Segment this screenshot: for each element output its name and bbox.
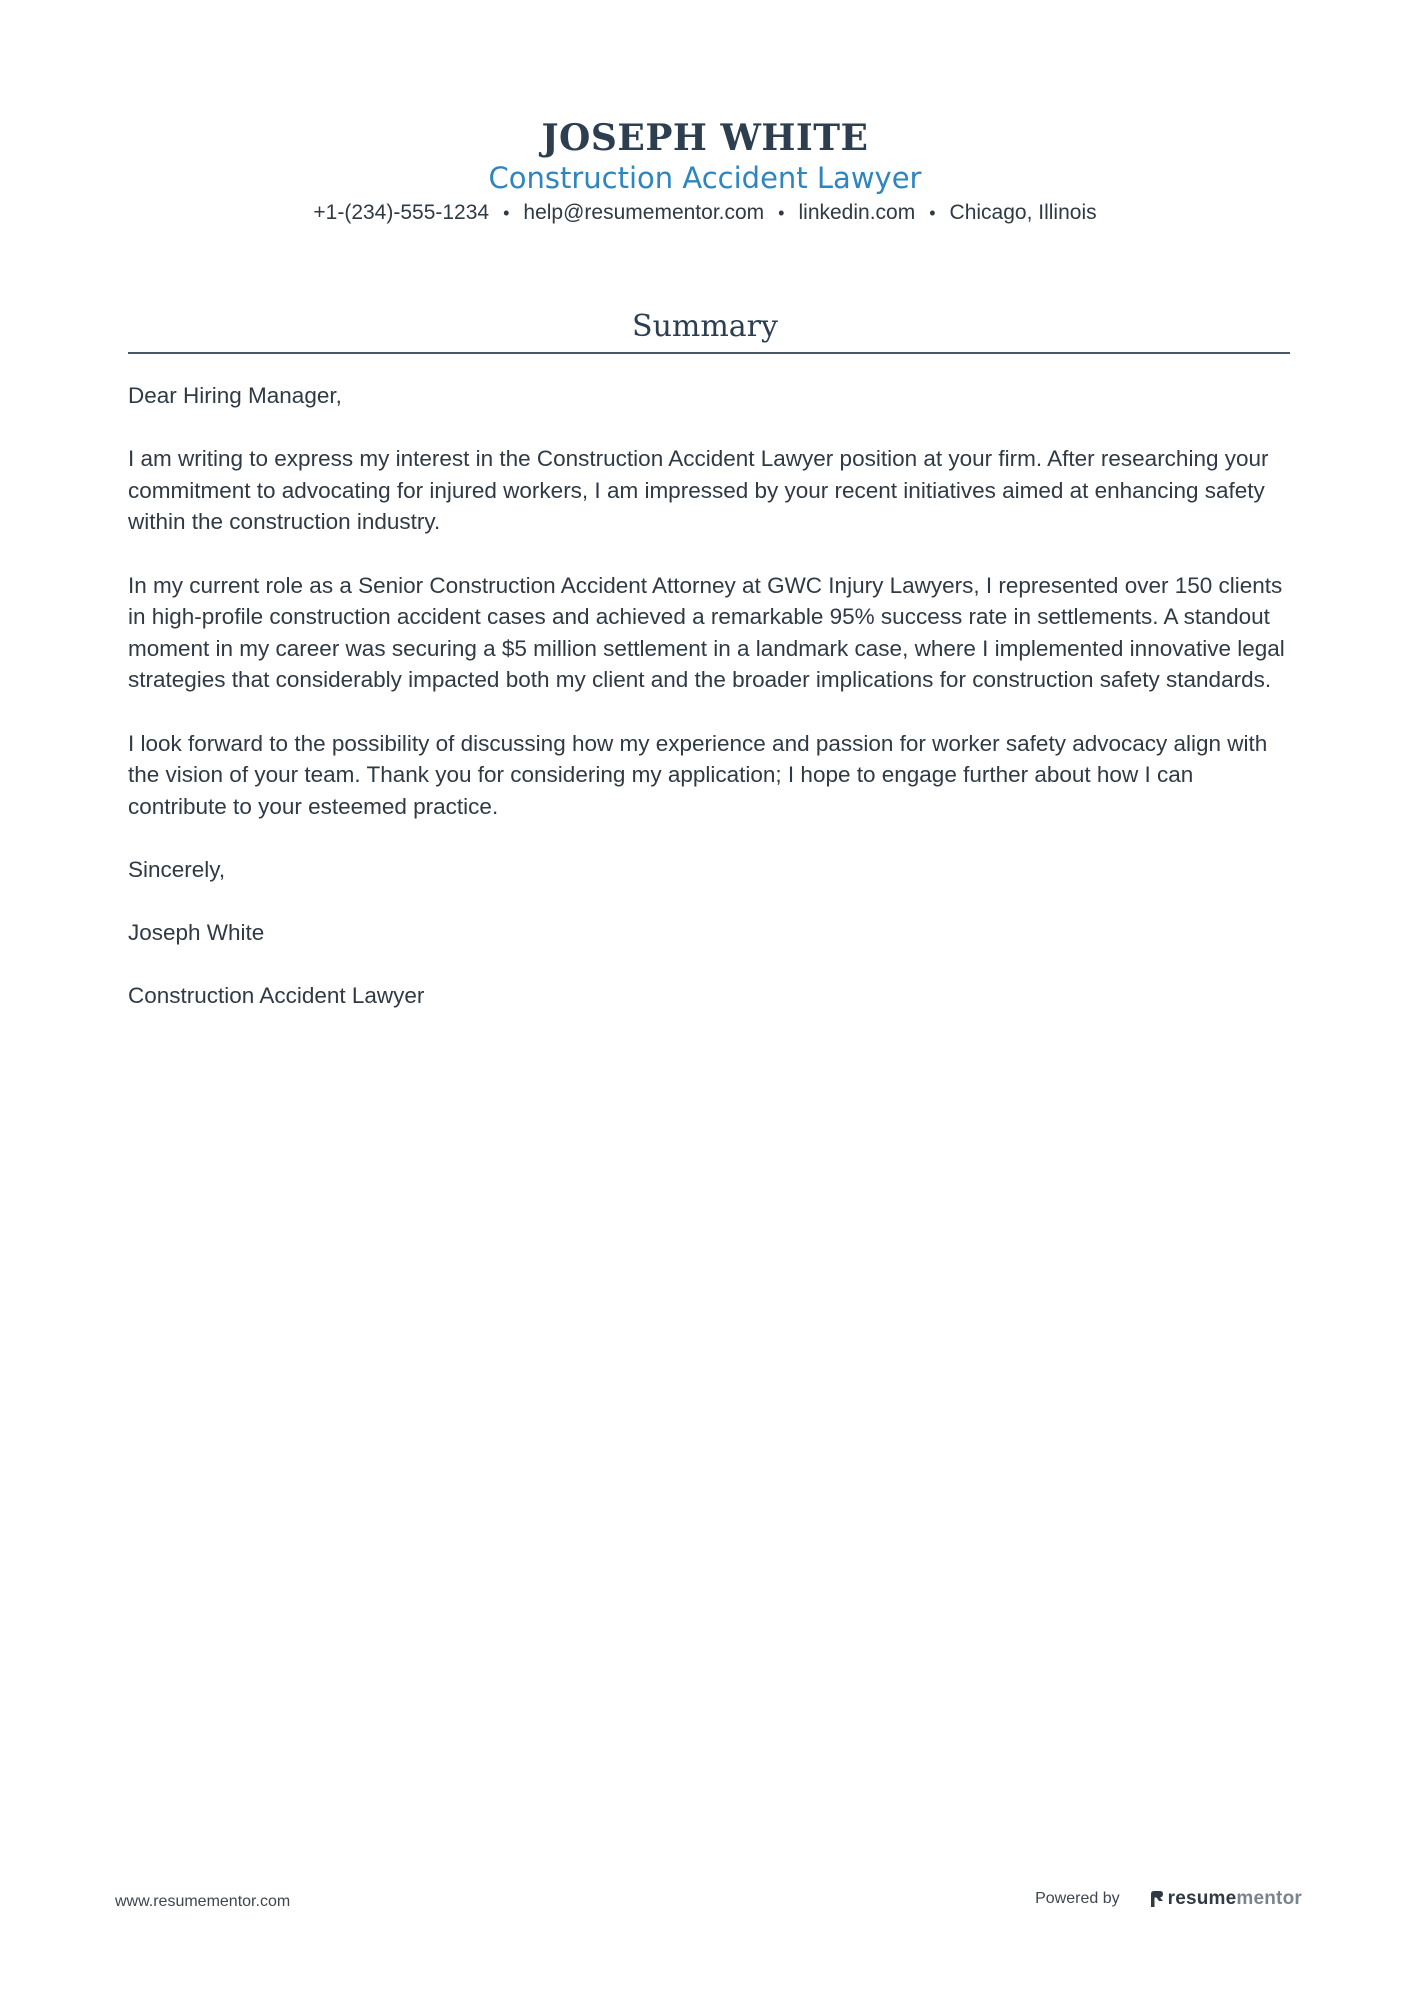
brand-name-part1: resume — [1167, 1888, 1237, 1909]
contact-location: Chicago, Illinois — [949, 201, 1097, 224]
brand-logo[interactable] — [1150, 1888, 1302, 1910]
contact-line — [0, 199, 1410, 227]
letter-paragraph: I look forward to the possibility of discussing how my experience and passion for worker safety advocacy align with the vision of your team. Thank you for considering my application; I hope to engage further about how I can contribute to your esteemed practice. — [128, 730, 1268, 819]
letter-body — [128, 380, 1290, 1043]
bullet-separator-icon: • — [503, 203, 510, 223]
candidate-name: JOSEPH WHITE — [541, 117, 869, 159]
footer-branding — [1035, 1888, 1302, 1910]
resumementor-logo-icon — [1150, 1890, 1164, 1908]
footer-website[interactable]: www.resumementor.com — [115, 1893, 291, 1910]
signature-name: Joseph White — [128, 920, 265, 946]
bullet-separator-icon: • — [929, 203, 936, 223]
signature-title: Construction Accident Lawyer — [128, 983, 425, 1009]
letter-closing: Sincerely, — [128, 856, 226, 882]
section-title-summary: Summary — [632, 309, 778, 344]
contact-phone: +1-(234)-555-1234 — [313, 201, 490, 224]
contact-email[interactable]: help@resumementor.com — [523, 201, 765, 224]
section-divider — [128, 352, 1290, 354]
letter-paragraph: In my current role as a Senior Construction Accident Attorney at GWC Injury Lawyers, I represented over 150 clients in high-profile construction accident cases and achieved a remarkable 95% success rate in settlements. A standout moment in my career was securing a $5 million settlement in a landmark case, where I implemented innovative legal strategies that considerably impacted both my client and the broader implications for construction safety standards. — [128, 572, 1285, 693]
bullet-separator-icon: • — [778, 203, 785, 223]
letter-greeting: Dear Hiring Manager, — [128, 383, 342, 408]
powered-by-label: Powered by — [1035, 1890, 1120, 1907]
candidate-role: Construction Accident Lawyer — [488, 161, 922, 195]
brand-name-part2: mentor — [1236, 1888, 1302, 1909]
contact-linkedin[interactable]: linkedin.com — [798, 201, 916, 224]
letter-paragraph: I am writing to express my interest in the Construction Accident Lawyer position at your firm. After researching your commitment to advocating for injured workers, I am impressed by your recent initiatives aimed at enhancing safety within the construction industry. — [128, 446, 1269, 535]
header — [0, 116, 1410, 227]
